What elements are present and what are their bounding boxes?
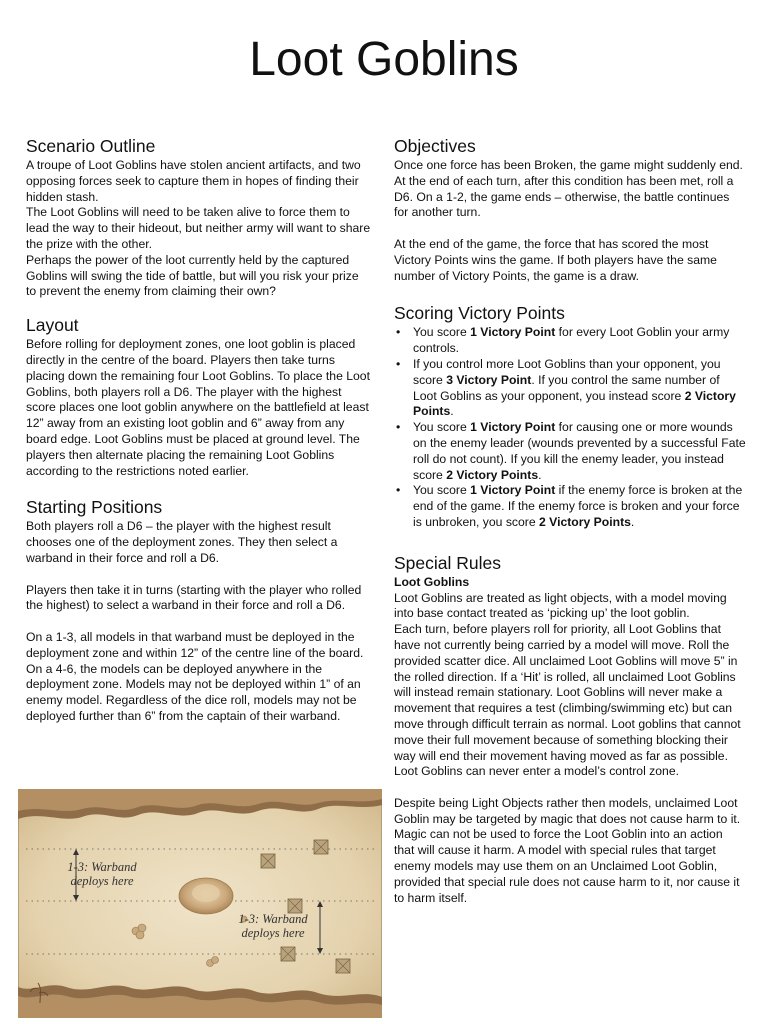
layout-heading: Layout	[26, 315, 79, 336]
page-title: Loot Goblins	[249, 33, 519, 86]
crate	[314, 840, 328, 854]
scenario-outline-heading: Scenario Outline	[26, 136, 156, 156]
deployment-map	[18, 789, 382, 1018]
map-label-bottom-warband: 1-3: Warband	[238, 912, 308, 926]
list-item: • You score 1 Victory Point if the enemy force is broken at the end of the game. If the enemy force is broken and your force is unbroken, you score 2 Victory Points.	[394, 483, 746, 530]
special-rules-section	[394, 552, 746, 907]
map-label-bottom-deploys: deploys here	[241, 926, 305, 940]
hill-top	[192, 884, 220, 902]
special-rules-paragraph: Loot Goblins are treated as light objects, with a model moving into base contact treated as ‘picking up’ the loot goblin.	[394, 590, 727, 621]
starting-positions-section	[26, 496, 372, 724]
crate	[336, 959, 350, 973]
starting-positions-paragraph: Players then take it in turns (starting with the player who rolled the highest) to select a warband in their force and roll a D6.	[26, 582, 362, 613]
scoring-heading: Scoring Victory Points	[394, 303, 565, 324]
special-rules-heading: Special Rules	[394, 552, 501, 573]
crate	[261, 854, 275, 868]
layout-paragraph: Before rolling for deployment zones, one loot goblin is placed directly in the centre of the board. Players then take turns placing down the remaining four Loot Goblins. To place the Loot Goblins, both players roll a D6. The player with the highest score places one loot goblin anywhere on the battlefield at least 12” away from an existing loot goblin and 6” away from any board edge. Loot Goblins must be placed at ground level. The players then alternate placing the remaining Loot Goblins according to the restrictions noted earlier.	[26, 337, 370, 478]
scenario-outline-section	[26, 135, 372, 300]
map-label-top-deploys: deploys here	[70, 874, 134, 888]
scenario-outline-paragraph: The Loot Goblins will need to be taken alive to force them to lead the way to their hideout, but neither army will want to share the prize with the other.	[26, 205, 371, 251]
layout-section	[26, 314, 372, 479]
crate	[281, 947, 295, 961]
objectives-paragraph: Once one force has been Broken, the game might suddenly end. At the end of each turn, after this condition has been met, roll a D6. On a 1-2, the game ends – otherwise, the battle continues for another turn.	[394, 158, 743, 220]
list-item: • You score 1 Victory Point for causing one or more wounds on the enemy leader (wounds prevented by a successful Fate roll do not count). If you kill the enemy leader, you instead score 2 Victory Points.	[394, 420, 746, 483]
scoring-section	[394, 302, 746, 530]
scenario-outline-paragraph: Perhaps the power of the loot currently held by the captured Goblins will swing the tide of battle, but will you risk your prize to prevent the enemy from claiming their own?	[26, 252, 359, 299]
left-column	[26, 135, 372, 725]
starting-positions-paragraph: On a 1-3, all models in that warband must be deployed in the deployment zone and within 12” of the centre line of the board. On a 4-6, the models can be deployed anywhere in the deployment zone. Models may not be deployed within 1” of an enemy model. Regardless of the dice roll, models may not be deployed further than 6” from the captain of their warband.	[26, 629, 364, 723]
special-rules-subheading: Loot Goblins	[394, 574, 470, 589]
objectives-section	[394, 135, 746, 284]
map-label-top-warband: 1-3: Warband	[67, 860, 137, 874]
crate	[288, 899, 302, 913]
starting-positions-heading: Starting Positions	[26, 497, 163, 518]
special-rules-paragraph: Despite being Light Objects rather then models, unclaimed Loot Goblin may be targeted by magic that does not cause harm to it. Magic can not be used to force the Loot Goblin into an action that will cause it harm. A model with special rules that target enemy models may use them on an Unclaimed Loot Goblin, provided that special rule does not cause harm to it, nor cause it to harm itself.	[394, 795, 741, 905]
right-column	[394, 135, 746, 906]
starting-positions-paragraph: Both players roll a D6 – the player with the highest result chooses one of the deployment zones. They then select a warband in their force and roll a D6.	[26, 519, 338, 565]
list-item: • If you control more Loot Goblins than your opponent, you score 3 Victory Point. If you control the same number of Loot Goblins as your opponent, you instead score 2 Victory Points.	[394, 357, 746, 420]
objectives-heading: Objectives	[394, 136, 476, 156]
objectives-paragraph: At the end of the game, the force that has scored the most Victory Points wins the game. If both players have the same number of Victory Points, the game is a draw.	[394, 236, 717, 283]
scoring-list	[394, 325, 746, 530]
list-item: • You score 1 Victory Point for every Loot Goblin your army controls.	[394, 325, 746, 357]
special-rules-paragraph: Each turn, before players roll for priority, all Loot Goblins that have not currently being carried by a model will move. Roll the provided scatter dice. All unclaimed Loot Goblins will move 5” in the rolled direction. If a ‘Hit’ is rolled, all unclaimed Loot Goblins will instead remain stationary. Loot Goblins will never make a movement that requires a test (climbing/swimming etc) but can move through difficult terrain as normal. Loot goblins that cannot move their full movement because of something blocking their way will end their movement having moved as far as possible. Loot Goblins can never enter a model’s control zone.	[394, 622, 741, 779]
scenario-outline-paragraph: A troupe of Loot Goblins have stolen ancient artifacts, and two opposing forces seek to capture them in hopes of finding their hidden stash.	[26, 158, 361, 204]
